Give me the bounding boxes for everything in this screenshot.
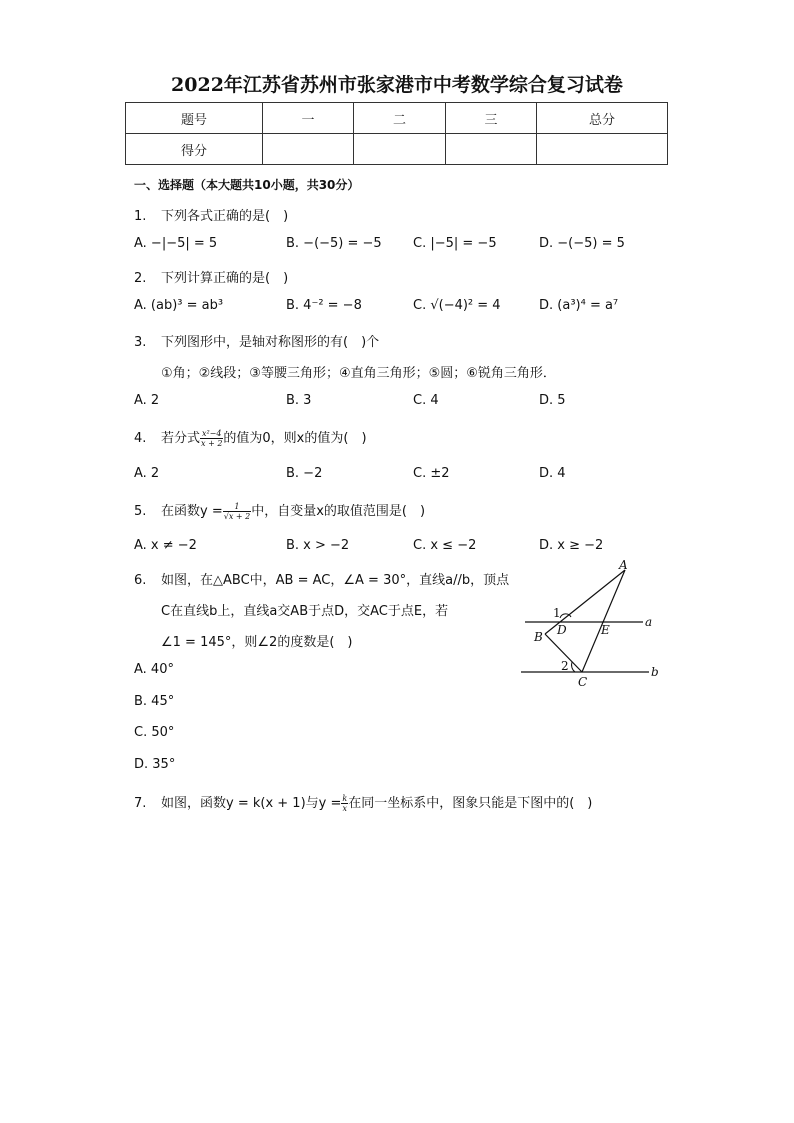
option-a: A. 40° <box>134 662 174 677</box>
question-stem-post: 在同一坐标系中，图象只能是下图中的( ) <box>348 796 593 811</box>
option-c: C. x ≤ −2 <box>413 538 477 553</box>
question-3 <box>134 331 379 350</box>
option-d: D. (a³)⁴ = a⁷ <box>539 298 619 313</box>
option-a: A. (ab)³ = ab³ <box>134 298 224 313</box>
question-stem: 下列图形中，是轴对称图形的有( )个 <box>161 335 380 350</box>
score-cell <box>537 134 668 165</box>
option-a: A. 2 <box>134 393 160 408</box>
question-number: 1. <box>134 209 147 224</box>
score-table-score-row <box>126 134 668 165</box>
question-stem-line: 如图，在△ABC中，AB = AC，∠A = 30°，直线a//b，顶点 <box>161 573 510 588</box>
option-d: D. x ≥ −2 <box>539 538 604 553</box>
option-c: C. 50° <box>134 725 175 740</box>
option-c: C. |−5| = −5 <box>413 236 497 251</box>
option-d: D. 35° <box>134 757 176 772</box>
question-2 <box>134 267 288 286</box>
option-c: C. √(−4)² = 4 <box>413 298 501 313</box>
question-number: 3. <box>134 335 147 350</box>
option-a: A. −|−5| = 5 <box>134 236 218 251</box>
fraction-numerator: x²−4 <box>201 429 222 438</box>
label-line-b: b <box>651 665 659 679</box>
question-stem-post: 的值为0，则x的值为( ) <box>223 431 367 446</box>
score-row-label: 得分 <box>126 134 263 165</box>
fraction <box>200 429 223 448</box>
question-number: 7. <box>134 796 147 811</box>
exam-title: 2022年江苏省苏州市张家港市中考数学综合复习试卷 <box>171 74 623 96</box>
fraction-denominator: √x + 2 <box>223 512 251 521</box>
option-b: B. 45° <box>134 694 175 709</box>
score-header-cell: 总分 <box>537 103 668 134</box>
fraction-denominator: x + 2 <box>201 439 223 448</box>
question-number: 5. <box>134 504 147 519</box>
score-header-cell: 二 <box>354 103 446 134</box>
option-b: B. −(−5) = −5 <box>286 236 382 251</box>
fraction <box>223 502 252 521</box>
option-b: B. −2 <box>286 466 323 481</box>
question-stem-post: 中，自变量x的取值范围是( ) <box>251 504 426 519</box>
option-b: B. x > −2 <box>286 538 350 553</box>
segment-ac <box>582 570 625 672</box>
geometry-figure <box>515 555 665 690</box>
question-6 <box>134 569 509 588</box>
score-cell <box>354 134 446 165</box>
score-header-cell: 题号 <box>126 103 263 134</box>
option-d: D. −(−5) = 5 <box>539 236 625 251</box>
option-d: D. 5 <box>539 393 566 408</box>
question-stem: 下列计算正确的是( ) <box>161 271 289 286</box>
question-stem-pre: 在函数y = <box>161 504 223 519</box>
score-table <box>125 102 668 165</box>
option-b: B. 3 <box>286 393 312 408</box>
option-a: A. 2 <box>134 466 160 481</box>
question-stem-line: ∠1 = 145°，则∠2的度数是( ) <box>161 635 353 650</box>
question-number: 4. <box>134 431 147 446</box>
fraction-numerator: 1 <box>223 502 252 512</box>
label-d: D <box>557 623 567 637</box>
option-d: D. 4 <box>539 466 566 481</box>
question-3-items: ①角；②线段；③等腰三角形；④直角三角形；⑤圆；⑥锐角三角形． <box>161 366 556 381</box>
question-4 <box>134 427 367 448</box>
option-a: A. x ≠ −2 <box>134 538 197 553</box>
option-b: B. 4⁻² = −8 <box>286 298 362 313</box>
question-5 <box>134 500 425 521</box>
score-cell <box>446 134 537 165</box>
label-angle-1: 1 <box>553 606 561 620</box>
score-cell <box>263 134 354 165</box>
fraction-denominator: x <box>342 804 348 813</box>
label-angle-2: 2 <box>561 659 569 673</box>
question-number: 6. <box>134 573 147 588</box>
label-c: C <box>578 675 588 689</box>
label-e: E <box>601 623 610 637</box>
fraction-numerator: k <box>342 794 348 803</box>
question-stem-pre: 若分式 <box>161 431 201 446</box>
section-heading: 一、选择题（本大题共10小题，共30分） <box>134 178 360 192</box>
score-table-header-row <box>126 103 668 134</box>
question-number: 2. <box>134 271 147 286</box>
question-stem-line: C在直线b上，直线a交AB于点D，交AC于点E，若 <box>161 604 449 619</box>
question-7 <box>134 792 592 813</box>
question-1 <box>134 205 288 224</box>
score-header-cell: 一 <box>263 103 354 134</box>
label-a-vertex: A <box>619 558 628 572</box>
score-header-cell: 三 <box>446 103 537 134</box>
question-stem-pre: 如图，函数y = k(x + 1)与y = <box>161 796 342 811</box>
option-c: C. ±2 <box>413 466 450 481</box>
label-b: B <box>534 630 543 644</box>
question-stem: 下列各式正确的是( ) <box>161 209 289 224</box>
option-c: C. 4 <box>413 393 439 408</box>
label-line-a: a <box>645 615 653 629</box>
